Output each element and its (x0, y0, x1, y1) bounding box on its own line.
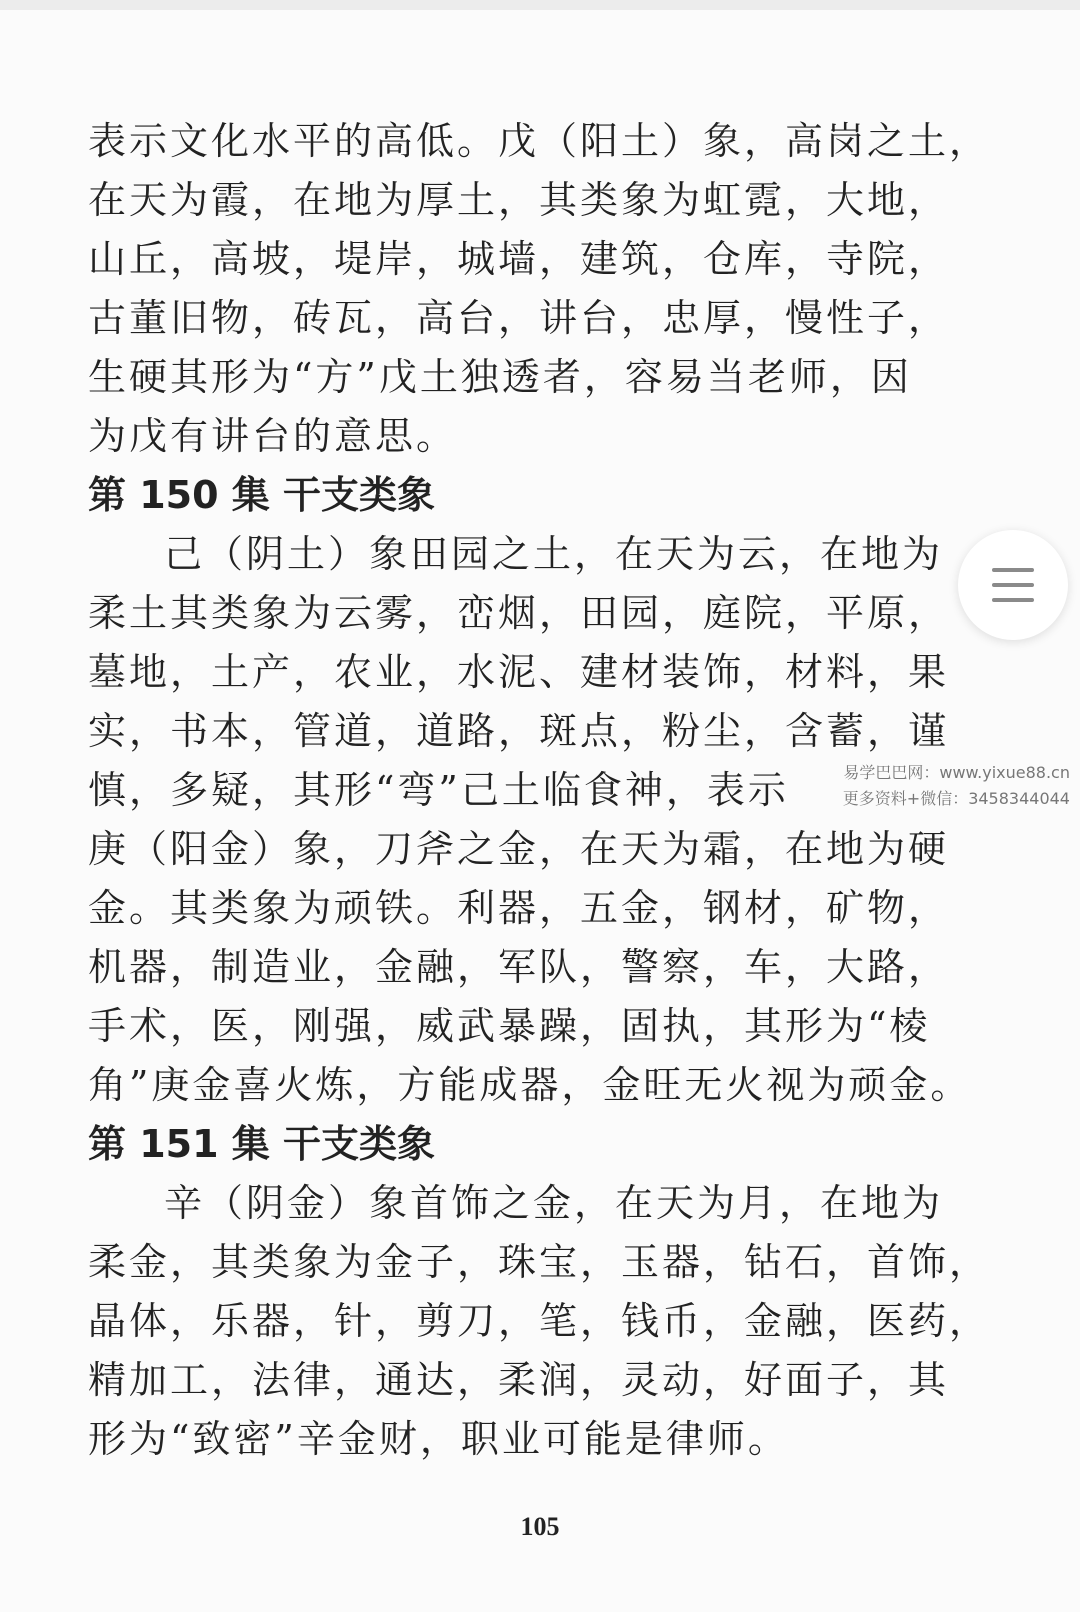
text-line: 柔土其类象为云雾，峦烟，田园，庭院，平原， (88, 591, 950, 635)
text-line: 庚（阳金）象，刀斧之金，在天为霜，在地为硬 (88, 827, 950, 871)
text-line: 辛（阴金）象首饰之金，在天为月，在地为 (164, 1181, 944, 1225)
text-line: 己（阴土）象田园之土，在天为云，在地为 (164, 532, 944, 576)
text-line: 形为“致密”辛金财，职业可能是律师。 (88, 1417, 789, 1461)
section-heading: 第 151 集 干支类象 (88, 1122, 436, 1166)
text-line: 生硬其形为“方”戊土独透者，容易当老师，因 (88, 355, 912, 399)
text-line: 山丘，高坡，堤岸，城墙，建筑，仓库，寺院， (88, 237, 950, 281)
floating-menu-button[interactable] (958, 530, 1068, 640)
text-line: 实，书本，管道，道路，斑点，粉尘，含蓄，谨 (88, 709, 950, 753)
text-line: 晶体，乐器，针，剪刀，笔，钱币，金融，医药， (88, 1299, 991, 1343)
text-line: 墓地，土产，农业，水泥、建材装饰，材料，果 (88, 650, 950, 694)
text-line: 机器，制造业，金融，军队，警察，车，大路， (88, 945, 950, 989)
watermark-line: 更多资料+微信：3458344044 (842, 789, 1070, 808)
watermark-line: 易学巴巴网：www.yixue88.cn (843, 763, 1070, 782)
text-line: 精加工，法律，通达，柔润，灵动，好面子，其 (88, 1358, 950, 1402)
text-line: 慎，多疑，其形“弯”己土临食神，表示 (88, 768, 789, 812)
top-bar (0, 0, 1080, 10)
section-heading: 第 150 集 干支类象 (88, 473, 436, 517)
page-number: 105 (520, 1512, 560, 1541)
text-line: 柔金，其类象为金子，珠宝，玉器，钻石，首饰， (88, 1240, 991, 1284)
text-line: 为戊有讲台的意思。 (88, 414, 458, 458)
text-line: 在天为霞，在地为厚土，其类象为虹霓，大地， (88, 178, 950, 222)
text-line: 金。其类象为顽铁。利器，五金，钢材，矿物， (88, 886, 950, 930)
text-line: 表示文化水平的高低。戊（阳土）象，高岗之土， (88, 119, 991, 163)
text-line: 手术，医，刚强，威武暴躁，固执，其形为“棱 (88, 1004, 931, 1048)
text-line: 古董旧物，砖瓦，高台，讲台，忠厚，慢性子， (88, 296, 950, 340)
watermark (820, 760, 1070, 812)
text-line: 角”庚金喜火炼，方能成器，金旺无火视为顽金。 (88, 1063, 972, 1107)
